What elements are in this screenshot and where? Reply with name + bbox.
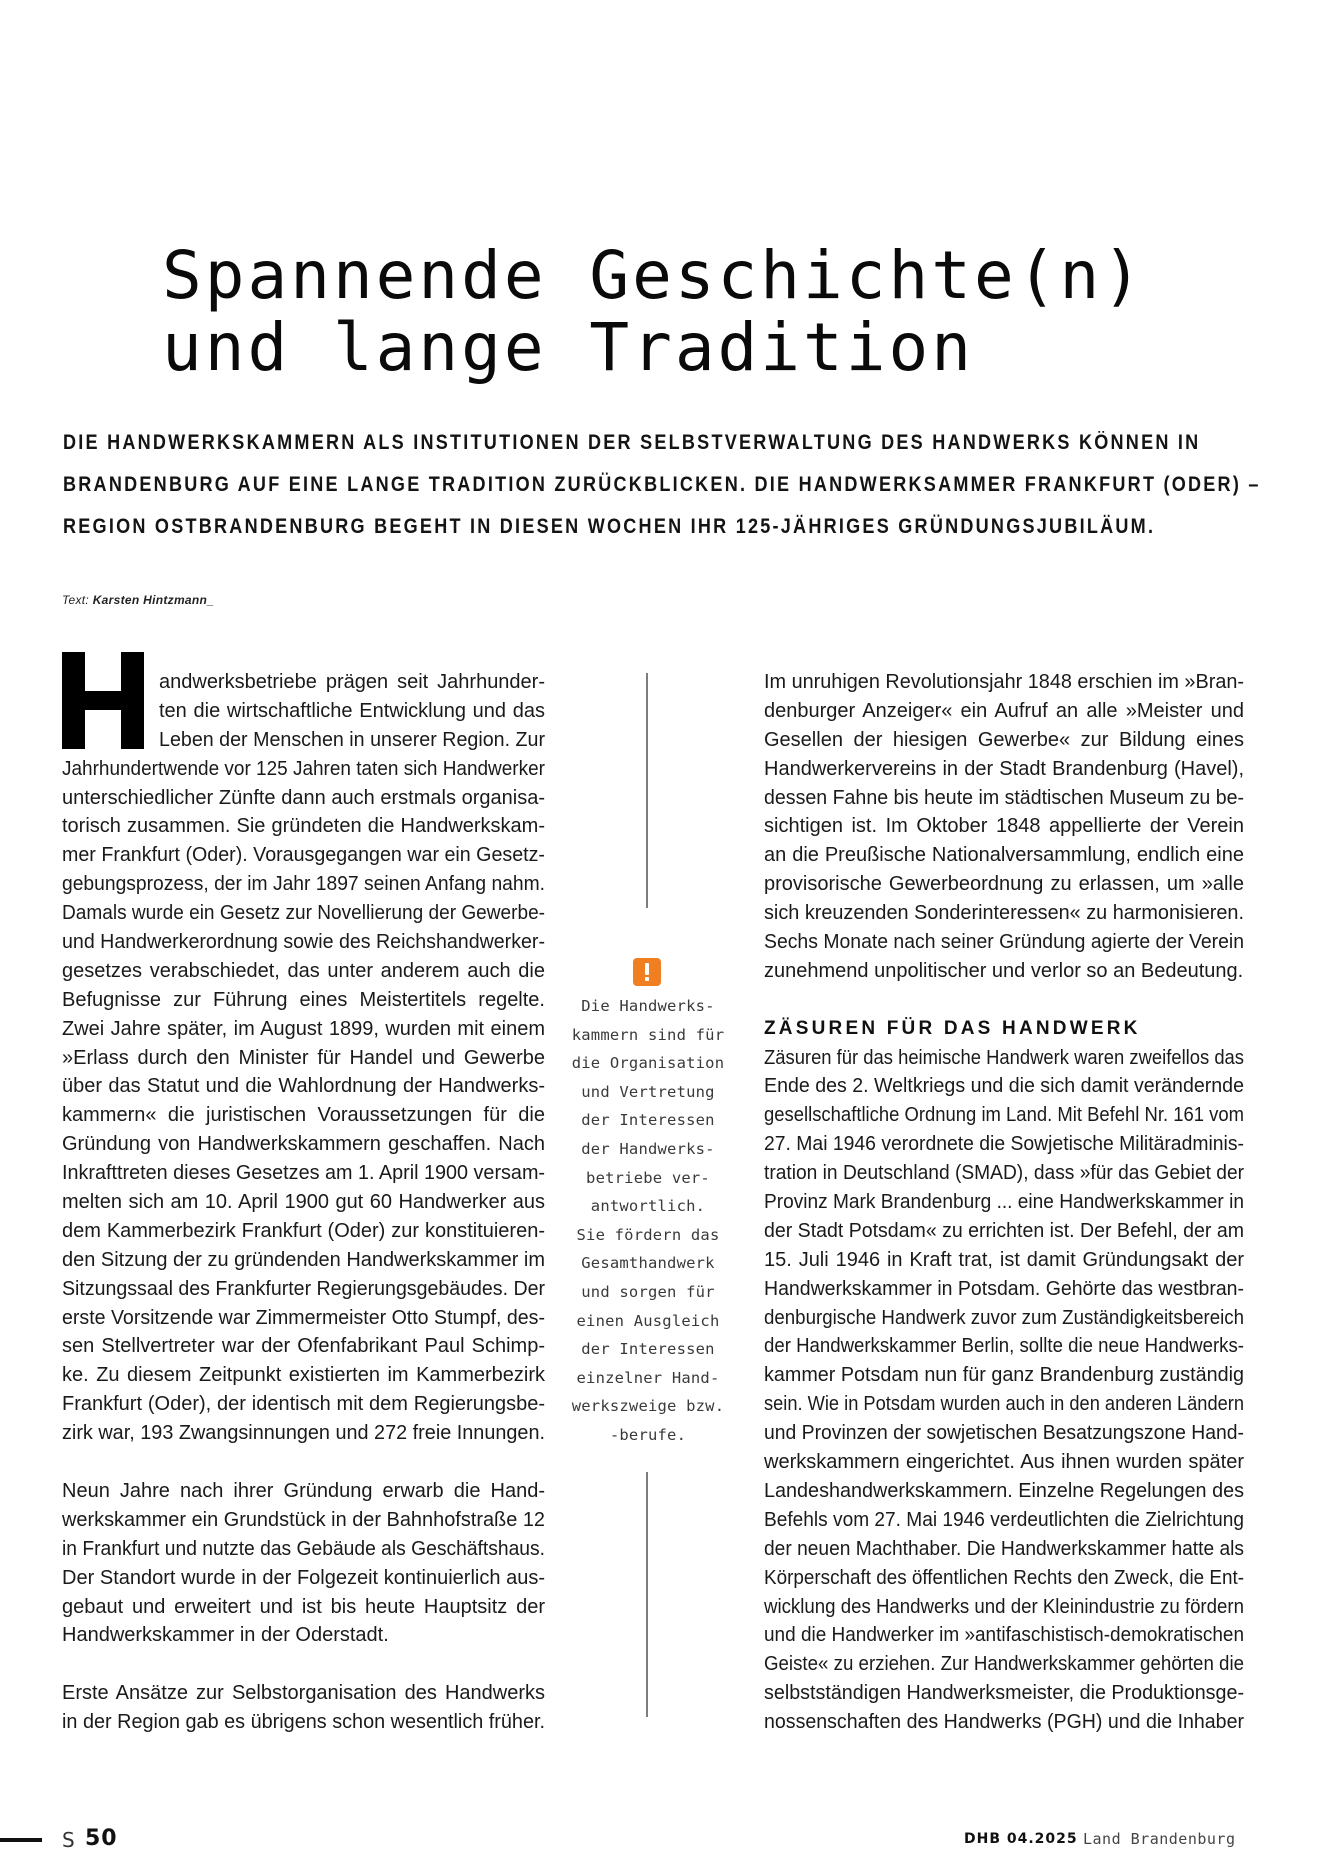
article-title [162, 237, 1145, 386]
paragraph-line [764, 1390, 1244, 1419]
quote-line: der Interessen [581, 1340, 715, 1359]
line-text: den Sitzung der zu gründenden Handwerkskammer im [62, 1248, 546, 1271]
line-text: sich kreuzenden Sonderinteressen« zu harmonisieren. [764, 902, 1244, 925]
paragraph-line [764, 1679, 1244, 1708]
paragraph-line [764, 1332, 1244, 1361]
line-text: kammer Potsdam nun für ganz Brandenburg zuständig [764, 1364, 1245, 1387]
line-text: 27. Mai 1946 verordnete die Sowjetische Militäradminis- [764, 1133, 1244, 1156]
paragraph-line: Gründung von Handwerkskammern geschaffen. Nach [62, 1133, 545, 1156]
page-number: 50 [85, 1826, 118, 1851]
line-text: und die Handwerker im »antifaschistisch-demokratischen [764, 1624, 1245, 1647]
line-text: der Stadt Potsdam« zu errichten ist. Der Befehl, der am [764, 1219, 1244, 1242]
line-text: werkskammer ein Grundstück in der Bahnhofstraße 12 [62, 1508, 546, 1531]
paragraph-line [62, 1708, 545, 1737]
paragraph-line: ten die wirtschaftliche Entwicklung und das [159, 699, 545, 722]
paragraph-line [764, 1708, 1244, 1737]
footer-rule [0, 1838, 42, 1842]
paragraph-line [62, 1535, 545, 1564]
paragraph-line [764, 668, 1244, 697]
paragraph-line: gebaut und erweitert und ist bis heute Hauptsitz der [62, 1595, 545, 1618]
quote-line: Die Handwerks- [581, 997, 715, 1015]
paragraph-line [764, 1130, 1244, 1159]
sidebar-quote [560, 992, 736, 1450]
paragraph-line: melten sich am 10. April 1900 gut 60 Handwerker aus [62, 1191, 545, 1214]
paragraph-line: werkskammern eingerichtet. Aus ihnen wurden später [764, 1451, 1244, 1474]
line-text: Inkrafttreten dieses Gesetzes am 1. April 1900 versam- [62, 1162, 546, 1185]
paragraph-line: »Erlass durch den Minister für Handel und Gewerbe [62, 1046, 545, 1069]
line-text: in der Region gab es übrigens schon wesentlich früher. [62, 1711, 546, 1734]
paragraph-line [62, 755, 545, 784]
line-text: der neuen Machthaber. Die Handwerkskammer hatte als [764, 1537, 1245, 1560]
paragraph-line [62, 899, 545, 928]
paragraph-line [764, 1101, 1244, 1130]
paragraph-line: andwerksbetriebe prägen seit Jahrhunder- [159, 671, 545, 693]
paragraph-line: Neun Jahre nach ihrer Gründung erwarb die Hand- [62, 1479, 545, 1502]
paragraph-line [62, 1275, 545, 1304]
line-text: Landeshandwerkskammern. Einzelne Regelungen des [764, 1479, 1244, 1502]
paragraph-line [764, 1506, 1244, 1535]
line-text: selbstständigen Handwerksmeister, die Produktionsge- [764, 1682, 1245, 1705]
body-column-right [764, 668, 1244, 1737]
paragraph-line [62, 1246, 545, 1275]
line-text: Zäsuren für das heimische Handwerk waren zweifellos das [764, 1046, 1245, 1069]
byline-prefix: Text: [62, 593, 90, 607]
title-line: Spannende Geschichte(n) [162, 237, 1145, 314]
paragraph-line: torisch zusammen. Sie gründeten die Handwerkskam- [62, 815, 545, 838]
line-text: denburgische Handwerk zuvor zum Zuständigkeitsbereich [764, 1306, 1245, 1329]
line-text: Provinz Mark Brandenburg ... eine Handwerkskammer in [764, 1191, 1244, 1214]
paragraph-line: sichtigen ist. Im Oktober 1848 appellierte der Verein [764, 815, 1244, 838]
quote-line: antwortlich. [590, 1197, 706, 1216]
paragraph-line: Erste Ansätze zur Selbstorganisation des Handwerks [62, 1682, 545, 1705]
line-text: Ende des 2. Weltkriegs und die sich damit verändernde [764, 1075, 1244, 1098]
paragraph-line [764, 1564, 1244, 1593]
line-text: und Handwerkerordnung sowie des Reichshandwerker- [62, 931, 545, 954]
paragraph-line: über das Statut und die Wahlordnung der Handwerks- [62, 1075, 545, 1098]
lead-line: REGION OSTBRANDENBURG BEGEHT IN DIESEN WOCHEN IHR 125-JÄHRIGES GRÜNDUNGSJUBILÄUM. [63, 515, 1156, 538]
paragraph-line [764, 899, 1244, 928]
line-text: wicklung des Handwerks und der Kleinindustrie zu fördern [764, 1595, 1244, 1618]
quote-divider-top [646, 673, 648, 908]
paragraph-line: kammern« die juristischen Voraussetzungen für die [62, 1104, 545, 1127]
line-text: Leben der Menschen in unserer Region. Zur [159, 728, 546, 751]
paragraph-line [764, 1621, 1244, 1650]
quote-line: einen Ausgleich [576, 1311, 720, 1330]
paragraph-line [764, 784, 1244, 813]
lead-line: DIE HANDWERKSKAMMERN ALS INSTITUTIONEN DER SELBSTVERWALTUNG DES HANDWERKS KÖNNEN IN [63, 431, 1201, 454]
paragraph-gap [62, 1448, 545, 1477]
line-text: der Handwerkskammer Berlin, sollte die neue Handwerks- [764, 1335, 1244, 1358]
article-lead [63, 422, 1261, 548]
paragraph-line [62, 928, 545, 957]
paragraph-line: ke. Zu diesem Zeitpunkt existierten im Kammerbezirk [62, 1364, 545, 1387]
paragraph-line [62, 1159, 545, 1188]
body-column-left [62, 668, 545, 1737]
paragraph-line: Zwei Jahre später, im August 1899, wurden mit einem [62, 1017, 545, 1040]
quote-line: kammern sind für [571, 1025, 725, 1044]
paragraph-line: dem Kammerbezirk Frankfurt (Oder) zur konstituieren- [62, 1219, 545, 1242]
paragraph-line [764, 1072, 1244, 1101]
line-text: mer Frankfurt (Oder). Vorausgegangen war ein Gesetz- [62, 844, 545, 867]
line-text: Jahrhundertwende vor 125 Jahren taten sich Handwerker [62, 757, 545, 780]
byline [62, 593, 214, 607]
paragraph-line [764, 1159, 1244, 1188]
paragraph-line: gesetzes verabschiedet, das unter anderem auch die [62, 959, 545, 982]
line-text: Sitzungssaal des Frankfurter Regierungsgebäudes. Der [62, 1277, 545, 1300]
paragraph-line [764, 1477, 1244, 1506]
paragraph-line [764, 1361, 1244, 1390]
paragraph-line [62, 1506, 545, 1535]
paragraph-line: 15. Juli 1946 in Kraft trat, ist damit Gründungsakt der [764, 1248, 1244, 1271]
quote-line: einzelner Hand- [576, 1368, 720, 1387]
line-text: gesellschaftliche Ordnung im Land. Mit Befehl Nr. 161 vom [764, 1104, 1244, 1127]
line-text: tration in Deutschland (SMAD), dass »für das Gebiet der [764, 1162, 1245, 1185]
paragraph-line [764, 1217, 1244, 1246]
line-text: Handwerkskammer in Potsdam. Gehörte das westbran- [764, 1277, 1245, 1300]
quote-line: und Vertretung [581, 1082, 715, 1101]
line-text: in Frankfurt und nutzte das Gebäude als Geschäftshaus. [62, 1537, 546, 1560]
line-text: Damals wurde ein Gesetz zur Novellierung der Gewerbe- [62, 902, 546, 925]
line-text: zirk war, 193 Zwangsinnungen und 272 freie Innungen. [62, 1422, 546, 1445]
paragraph-line [764, 1650, 1244, 1679]
paragraph-line: provisorische Gewerbeordnung zu erlassen, um »alle [764, 873, 1244, 896]
paragraph-line: Handwerkskammer in der Oderstadt. [62, 1624, 389, 1647]
byline-author: Karsten Hintzmann_ [92, 593, 215, 607]
quote-line: Sie fördern das [576, 1225, 720, 1244]
paragraph-line: sen Stellvertreter war der Ofenfabrikant Paul Schimp- [62, 1335, 545, 1358]
paragraph-line: unterschiedlicher Zünfte dann auch erstmals organisa- [62, 786, 545, 809]
paragraph-line [62, 841, 545, 870]
paragraph-line: denburger Anzeiger« ein Aufruf an alle »Meister und [764, 699, 1244, 722]
paragraph-gap [62, 1650, 545, 1679]
paragraph-line [764, 1535, 1244, 1564]
quote-line: und sorgen für [581, 1282, 715, 1301]
line-text: Körperschaft des öffentlichen Rechts den Zweck, die Ent- [764, 1566, 1244, 1589]
issue-label: DHB 04.2025 [964, 1831, 1078, 1847]
quote-line: der Interessen [581, 1111, 715, 1130]
quote-line: der Handwerks- [581, 1139, 715, 1158]
paragraph-line [764, 928, 1244, 957]
paragraph-line [62, 870, 545, 899]
paragraph-line [62, 726, 545, 755]
quote-line: betriebe ver- [586, 1168, 710, 1187]
paragraph-line: Befugnisse zur Führung eines Meistertitels regelte. [62, 988, 545, 1011]
paragraph-line [764, 1044, 1244, 1073]
quote-line: die Organisation [571, 1054, 725, 1073]
paragraph-line [764, 1593, 1244, 1622]
quote-divider-bottom [646, 1472, 648, 1717]
quote-line: -berufe. [609, 1425, 687, 1444]
paragraph-gap [764, 986, 1244, 1015]
quote-line: werkszweige bzw. [571, 1397, 725, 1416]
paragraph-line [62, 1419, 545, 1448]
line-text: sein. Wie in Potsdam wurden auch in den anderen Ländern [764, 1393, 1244, 1416]
paragraph-line [764, 1419, 1244, 1448]
line-text: Geiste« zu erziehen. Zur Handwerkskammer gehörten die [764, 1653, 1244, 1676]
page-prefix: S [62, 1828, 75, 1852]
line-text: gebungsprozess, der im Jahr 1897 seinen Anfang nahm. [62, 873, 545, 896]
paragraph-line: zunehmend unpolitischer und verlor so an Bedeutung. [764, 959, 1244, 982]
paragraph-line [764, 1275, 1244, 1304]
paragraph-line: Handwerkervereins in der Stadt Brandenburg (Havel), [764, 757, 1244, 780]
line-text: Im unruhigen Revolutionsjahr 1848 erschien im »Bran- [764, 671, 1245, 693]
line-text: und Provinzen der sowjetischen Besatzungszone Hand- [764, 1422, 1244, 1445]
line-text: nossenschaften des Handwerks (PGH) und die Inhaber [764, 1711, 1244, 1734]
paragraph-line: Der Standort wurde in der Folgezeit kontinuierlich aus- [62, 1566, 545, 1589]
paragraph-line: Frankfurt (Oder), der identisch mit dem Regierungsbe- [62, 1393, 545, 1416]
lead-line: BRANDENBURG AUF EINE LANGE TRADITION ZURÜCKBLICKEN. DIE HANDWERKSAMMER FRANKFURT (ODER) – [63, 473, 1261, 496]
quote-line: Gesamthandwerk [581, 1254, 715, 1273]
line-text: Sechs Monate nach seiner Gründung agierte der Verein [764, 931, 1245, 954]
line-text: erste Vorsitzende war Zimmermeister Otto Stumpf, des- [62, 1306, 545, 1329]
paragraph-line [764, 1304, 1244, 1333]
section-subheading: ZÄSUREN FÜR DAS HANDWERK [764, 1017, 1141, 1039]
section-label: Land Brandenburg [1083, 1830, 1236, 1848]
line-text: Befehls vom 27. Mai 1946 verdeutlichten die Zielrichtung [764, 1508, 1244, 1531]
title-line: und lange Tradition [162, 309, 974, 386]
exclamation-icon [633, 958, 661, 986]
paragraph-line: Gesellen der hiesigen Gewerbe« zur Bildung eines [764, 728, 1244, 751]
line-text: dessen Fahne bis heute im städtischen Museum zu be- [764, 786, 1245, 809]
paragraph-line [764, 1188, 1244, 1217]
paragraph-line [62, 1304, 545, 1333]
paragraph-line: an die Preußische Nationalversammlung, endlich eine [764, 844, 1244, 867]
